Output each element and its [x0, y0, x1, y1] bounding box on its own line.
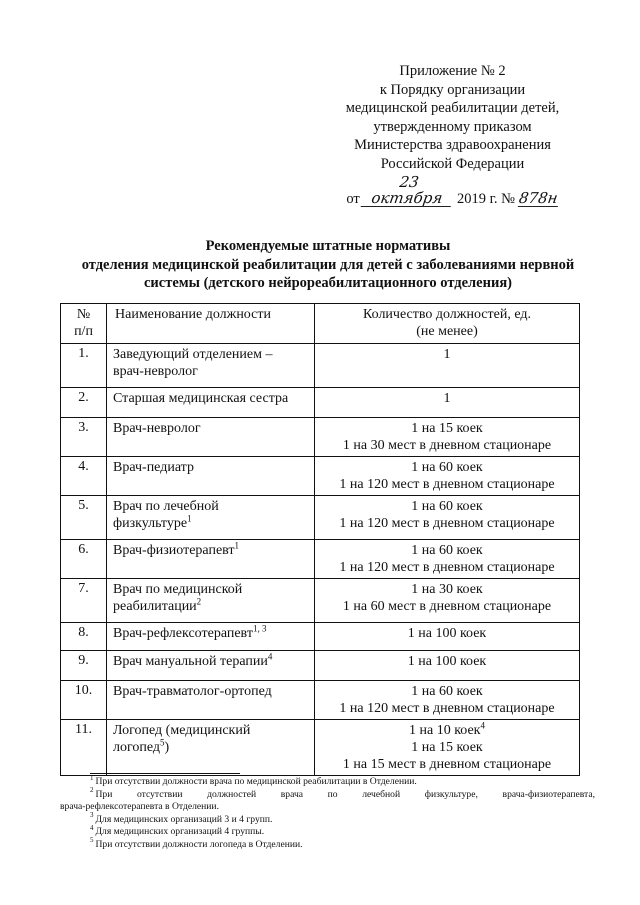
row-number: 11. — [61, 720, 107, 776]
document-title — [58, 237, 598, 293]
footnote-ref: 5 — [160, 737, 165, 748]
row-number: 9. — [61, 651, 107, 681]
footnote-separator — [90, 773, 240, 774]
year-text: 2019 г. № — [457, 190, 516, 207]
table-row — [61, 496, 580, 540]
position-name: Заведующий отделением – врач-невролог — [107, 344, 315, 388]
quantity: 1 — [315, 344, 580, 388]
row-number: 4. — [61, 457, 107, 496]
annex-date-line — [330, 174, 575, 209]
row-number: 3. — [61, 418, 107, 457]
quantity: 1 на 60 коек 1 на 120 мест в дневном стационаре — [315, 540, 580, 579]
footnote: $^1$ При отсутствии должности врача по медицинской реабилитации в Отделении. — [90, 773, 417, 787]
table-row — [61, 579, 580, 623]
position-name: Врач-рефлексотерапевт$^{1, 3}$ — [107, 623, 315, 651]
annex-line: к Порядку организации — [379, 81, 526, 98]
table-row — [61, 457, 580, 496]
staffing-table — [60, 303, 580, 776]
title-line: Рекомендуемые штатные нормативы — [205, 238, 451, 254]
position-name: Старшая медицинская сестра — [107, 388, 315, 418]
table-row — [61, 720, 580, 776]
position-name: Врач-травматолог-ортопед — [107, 681, 315, 720]
footnote-ref: 1 — [234, 540, 240, 551]
footnote-ref: 4 — [480, 720, 485, 731]
title-line: отделения медицинской реабилитации для детей с заболеваниями нервной — [81, 256, 575, 273]
annex-line: медицинской реабилитации детей, — [345, 100, 560, 117]
table-row — [61, 681, 580, 720]
position-name: Логопед (медицинский логопед$^5$) — [107, 720, 315, 776]
row-number: 6. — [61, 540, 107, 579]
annex-header — [330, 62, 575, 208]
table-header-row — [61, 304, 580, 344]
row-number: 1. — [61, 344, 107, 388]
footnote-ref: 2 — [196, 596, 202, 607]
quantity: 1 на 60 коек 1 на 120 мест в дневном стационаре — [315, 496, 580, 540]
quantity: 1 на 60 коек 1 на 120 мест в дневном стационаре — [315, 681, 580, 720]
row-number: 7. — [61, 579, 107, 623]
quantity: 1 на 15 коек 1 на 30 мест в дневном стационаре — [315, 418, 580, 457]
footnote-continuation: врача-рефлексотерапевта в Отделении. — [60, 801, 219, 812]
quantity: 1 на 100 коек — [315, 623, 580, 651]
annex-line: утвержденному приказом — [373, 118, 532, 135]
handwritten-number: 878н — [517, 188, 559, 207]
position-name: Врач по лечебной физкультуре$^1$ — [107, 496, 315, 540]
quantity: 1 — [315, 388, 580, 418]
annex-line: Российской Федерации — [380, 155, 525, 172]
row-number: 10. — [61, 681, 107, 720]
position-name: Врач-физиотерапевт$^1$ — [107, 540, 315, 579]
header-number: № п/п — [61, 304, 107, 344]
annex-line: Министерства здравоохранения — [354, 137, 551, 154]
quantity: 1 на 100 коек — [315, 651, 580, 681]
position-name: Врач-педиатр — [107, 457, 315, 496]
handwritten-date: 23 октября — [361, 174, 456, 207]
position-name: Врач-невролог — [107, 418, 315, 457]
title-line: системы (детского нейрореабилитационного отделения) — [143, 275, 513, 291]
header-position: Наименование должности — [107, 304, 315, 344]
row-number: 8. — [61, 623, 107, 651]
footnote: $^4$ Для медицинских организаций 4 группы. — [90, 823, 265, 837]
footnote-ref: 1, 3 — [252, 623, 267, 634]
table-row — [61, 540, 580, 579]
footnote-ref: 4 — [267, 651, 273, 662]
quantity: 1 на 60 коек 1 на 120 мест в дневном стационаре — [315, 457, 580, 496]
footnote-ref: 1 — [187, 513, 192, 524]
table-row — [61, 388, 580, 418]
header-quantity: Количество должностей, ед. (не менее) — [315, 304, 580, 344]
table-row — [61, 344, 580, 388]
row-number: 5. — [61, 496, 107, 540]
footnote: $^3$ Для медицинских организаций 3 и 4 групп. — [90, 811, 273, 825]
annex-line: Приложение № 2 — [399, 63, 506, 79]
row-number: 2. — [61, 388, 107, 418]
date-prefix: от — [346, 190, 360, 207]
quantity: 1 на 30 коек 1 на 60 мест в дневном стационаре — [315, 579, 580, 623]
footnote: $^2$ При отсутствии должностей врача по лечебной физкультуре, врача-физиотерапевта, — [90, 786, 595, 800]
table-row — [61, 418, 580, 457]
footnote: $^5$ При отсутствии должности логопеда в Отделении. — [90, 836, 303, 850]
footnotes — [60, 773, 595, 851]
table-row — [61, 623, 580, 651]
table-row — [61, 651, 580, 681]
position-name: Врач мануальной терапии$^4$ — [107, 651, 315, 681]
position-name: Врач по медицинской реабилитации$^2$ — [107, 579, 315, 623]
quantity: 1 на 10 коек$^4$ 1 на 15 коек 1 на 15 мест в дневном стационаре — [315, 720, 580, 776]
